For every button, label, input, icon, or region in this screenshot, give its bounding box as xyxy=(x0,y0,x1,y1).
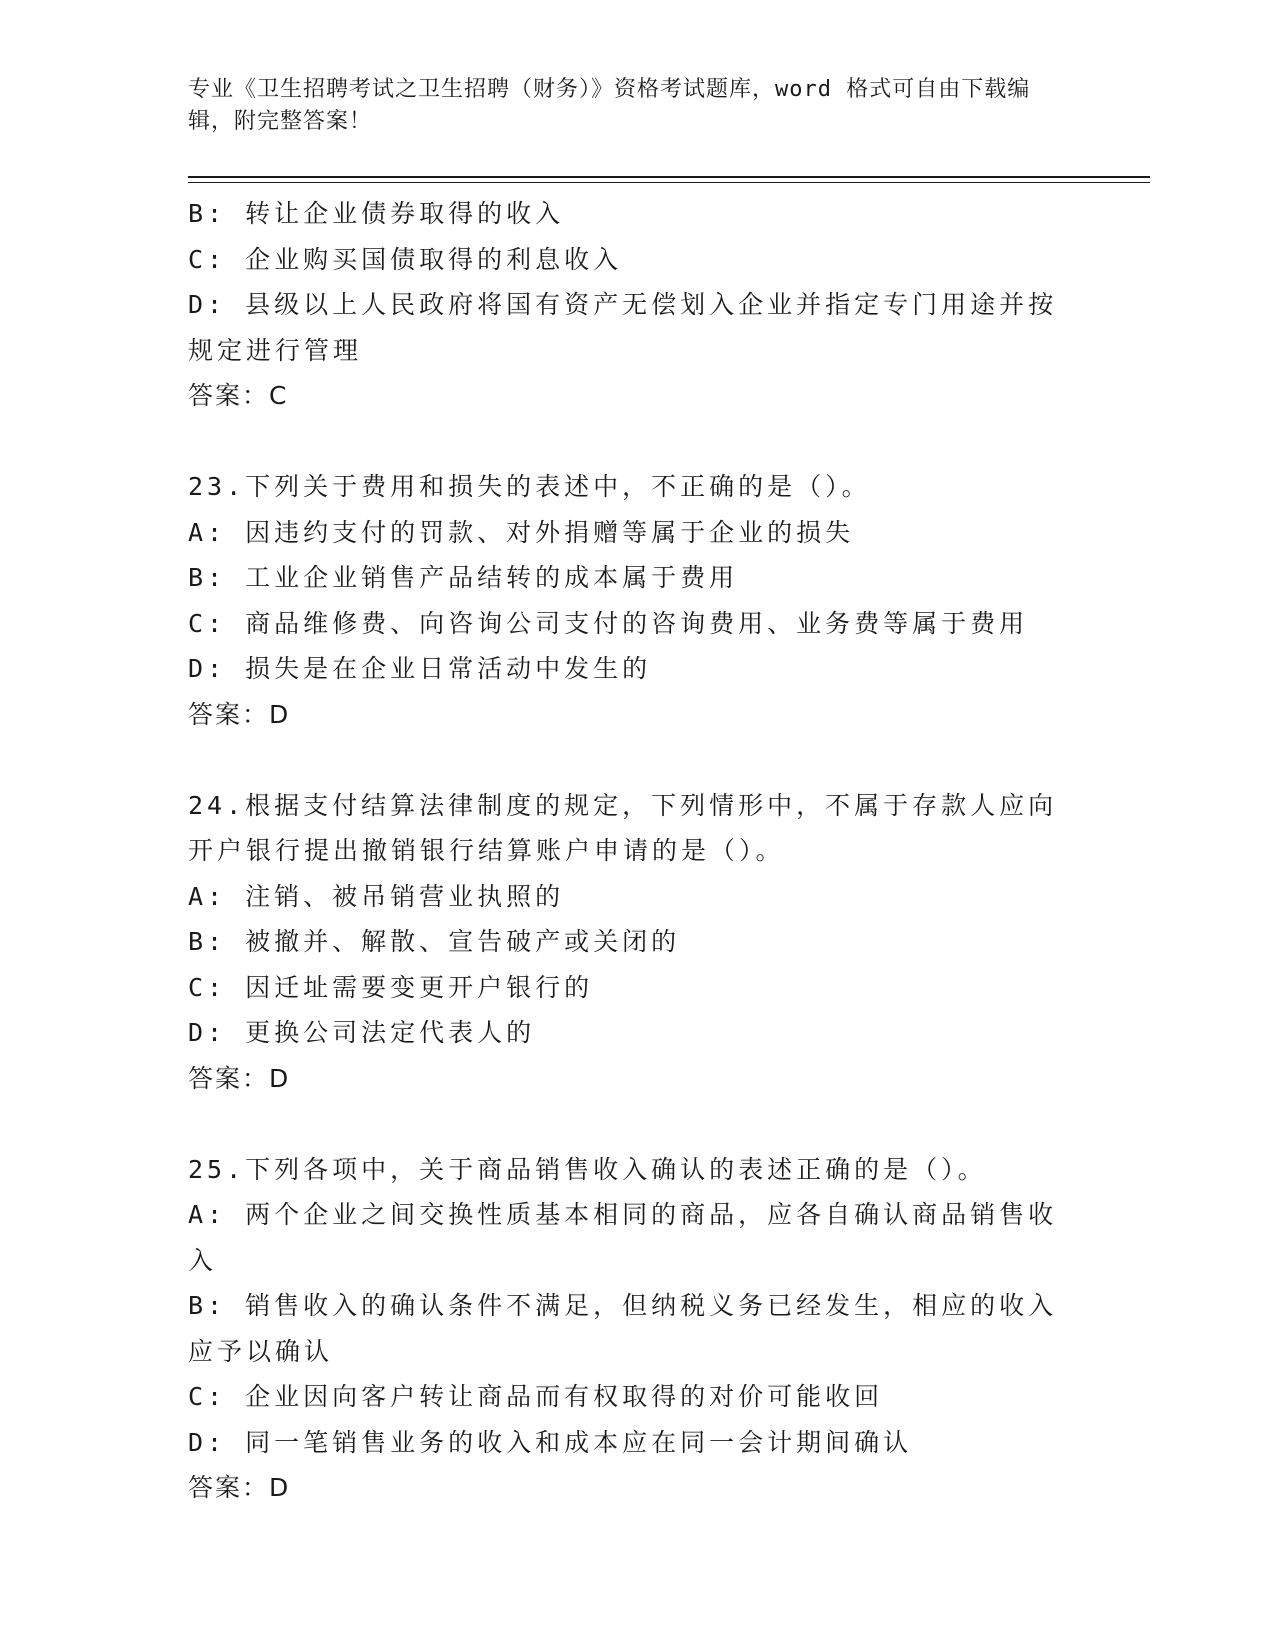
option-b: B: 转让企业债券取得的收入 xyxy=(188,199,565,228)
question-22-continuation xyxy=(188,191,1068,419)
answer: 答案：D xyxy=(188,699,291,729)
option-a: A: 因违约支付的罚款、对外捐赠等属于企业的损失 xyxy=(188,517,855,547)
question-23 xyxy=(188,464,1068,737)
option-a: A: 注销、被吊销营业执照的 xyxy=(188,881,565,911)
question-25 xyxy=(188,1147,1068,1511)
question-stem: 25.下列各项中，关于商品销售收入确认的表述正确的是（）。 xyxy=(188,1154,987,1184)
option-b: B: 被撤并、解散、宣告破产或关闭的 xyxy=(188,927,681,956)
question-stem: 24.根据支付结算法律制度的规定，下列情形中，不属于存款人应向开户银行提出撤销银行结算账户申请的是（）。 xyxy=(188,790,1058,865)
header-rule-thin xyxy=(188,182,1150,183)
answer: 答案：C xyxy=(188,381,289,410)
option-a: A: 两个企业之间交换性质基本相同的商品，应各自确认商品销售收入 xyxy=(188,1200,1058,1275)
option-c: C: 因迁址需要变更开户银行的 xyxy=(188,972,594,1002)
document-body xyxy=(188,191,1068,1511)
option-c: C: 企业购买国债取得的利息收入 xyxy=(188,244,623,274)
option-d: D: 同一笔销售业务的收入和成本应在同一会计期间确认 xyxy=(188,1427,913,1457)
answer: 答案：D xyxy=(188,1473,291,1502)
option-c: C: 商品维修费、向咨询公司支付的咨询费用、业务费等属于费用 xyxy=(188,608,1029,638)
option-b: B: 工业企业销售产品结转的成本属于费用 xyxy=(188,563,739,592)
document-header: 专业《卫生招聘考试之卫生招聘（财务）》资格考试题库，word 格式可自由下载编辑，附完整答案！ xyxy=(188,77,1031,134)
question-24 xyxy=(188,783,1068,1102)
option-d: D: 县级以上人民政府将国有资产无偿划入企业并指定专门用途并按规定进行管理 xyxy=(188,290,1058,365)
option-d: D: 更换公司法定代表人的 xyxy=(188,1018,536,1047)
header-rule-thick xyxy=(188,176,1150,178)
answer: 答案：D xyxy=(188,1063,291,1093)
option-b: B: 销售收入的确认条件不满足，但纳税义务已经发生，相应的收入应予以确认 xyxy=(188,1291,1058,1366)
option-d: D: 损失是在企业日常活动中发生的 xyxy=(188,654,652,683)
question-stem: 23.下列关于费用和损失的表述中，不正确的是（）。 xyxy=(188,472,871,501)
option-c: C: 企业因向客户转让商品而有权取得的对价可能收回 xyxy=(188,1382,884,1411)
